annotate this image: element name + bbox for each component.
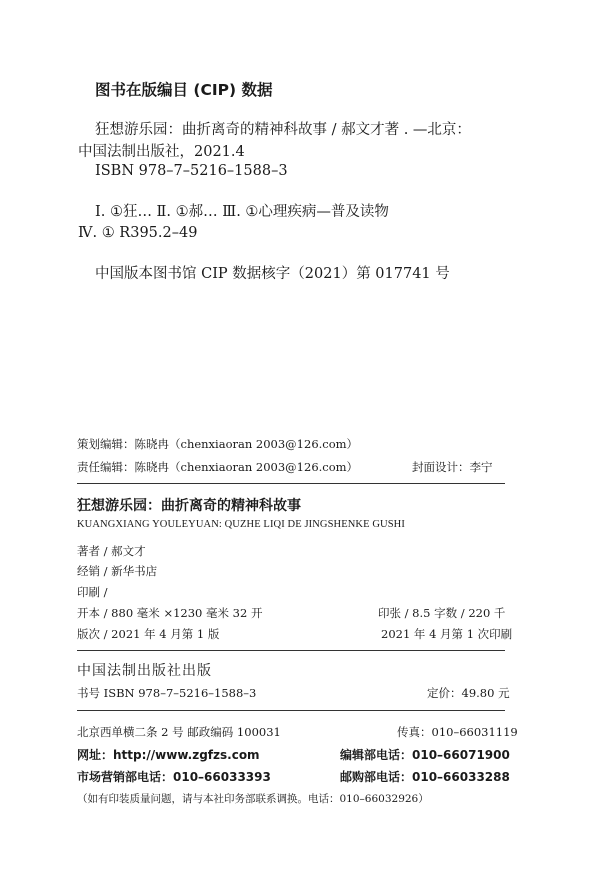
cip-isbn: ISBN 978–7–5216–1588–3 [95, 163, 288, 179]
divider-middle [77, 650, 505, 651]
edition: 版次 / 2021 年 4 月第 1 版 [77, 627, 220, 641]
price: 定价：49.80 元 [427, 686, 510, 700]
cip-classification-number: Ⅳ. ① R395.2–49 [78, 225, 198, 241]
address: 北京西单横二条 2 号 邮政编码 100031 [77, 725, 281, 739]
responsible-editor: 责任编辑：陈晓冉（chenxiaoran 2003@126.com） [77, 460, 359, 474]
divider-top [77, 483, 505, 484]
sheets-words: 印张 / 8.5 字数 / 220 千 [378, 606, 506, 620]
printing: 2021 年 4 月第 1 次印刷 [381, 627, 513, 641]
distributor: 经销 / 新华书店 [77, 564, 158, 578]
cover-designer: 封面设计：李宁 [412, 460, 493, 474]
format: 开本 / 880 毫米 ×1230 毫米 32 开 [77, 606, 263, 620]
cip-heading: 图书在版编目 (CIP) 数据 [95, 81, 273, 99]
fax: 传真：010–66031119 [397, 725, 518, 739]
book-title: 狂想游乐园：曲折离奇的精神科故事 [77, 498, 301, 514]
publisher-name: 中国法制出版社出版 [77, 663, 212, 679]
book-number: 书号 ISBN 978–7–5216–1588–3 [77, 686, 257, 700]
cip-publisher-line: 中国法制出版社，2021.4 [78, 144, 245, 160]
editorial-phone: 编辑部电话：010–66071900 [340, 748, 510, 762]
quality-notice: （如有印装质量问题，请与本社印务部联系调换。电话：010–66032926） [77, 793, 429, 805]
book-title-pinyin: KUANGXIANG YOULEYUAN: QUZHE LIQI DE JINGSHENKE GUSHI [77, 519, 405, 530]
mail-order-phone: 邮购部电话：010–66033288 [340, 770, 510, 784]
marketing-phone: 市场营销部电话：010–66033393 [77, 770, 271, 784]
divider-bottom [77, 710, 505, 711]
printer: 印刷 / [77, 585, 108, 599]
website: 网址：http://www.zgfzs.com [77, 748, 260, 762]
cip-record-number: 中国版本图书馆 CIP 数据核字（2021）第 017741 号 [95, 266, 450, 282]
planning-editor: 策划编辑：陈晓冉（chenxiaoran 2003@126.com） [77, 437, 359, 451]
cip-classification-line: Ⅰ. ①狂… Ⅱ. ①郝… Ⅲ. ①心理疾病—普及读物 [95, 204, 389, 220]
author: 著者 / 郝文才 [77, 544, 146, 558]
cip-title-line: 狂想游乐园：曲折离奇的精神科故事 / 郝文才著 . —北京： [95, 122, 471, 138]
